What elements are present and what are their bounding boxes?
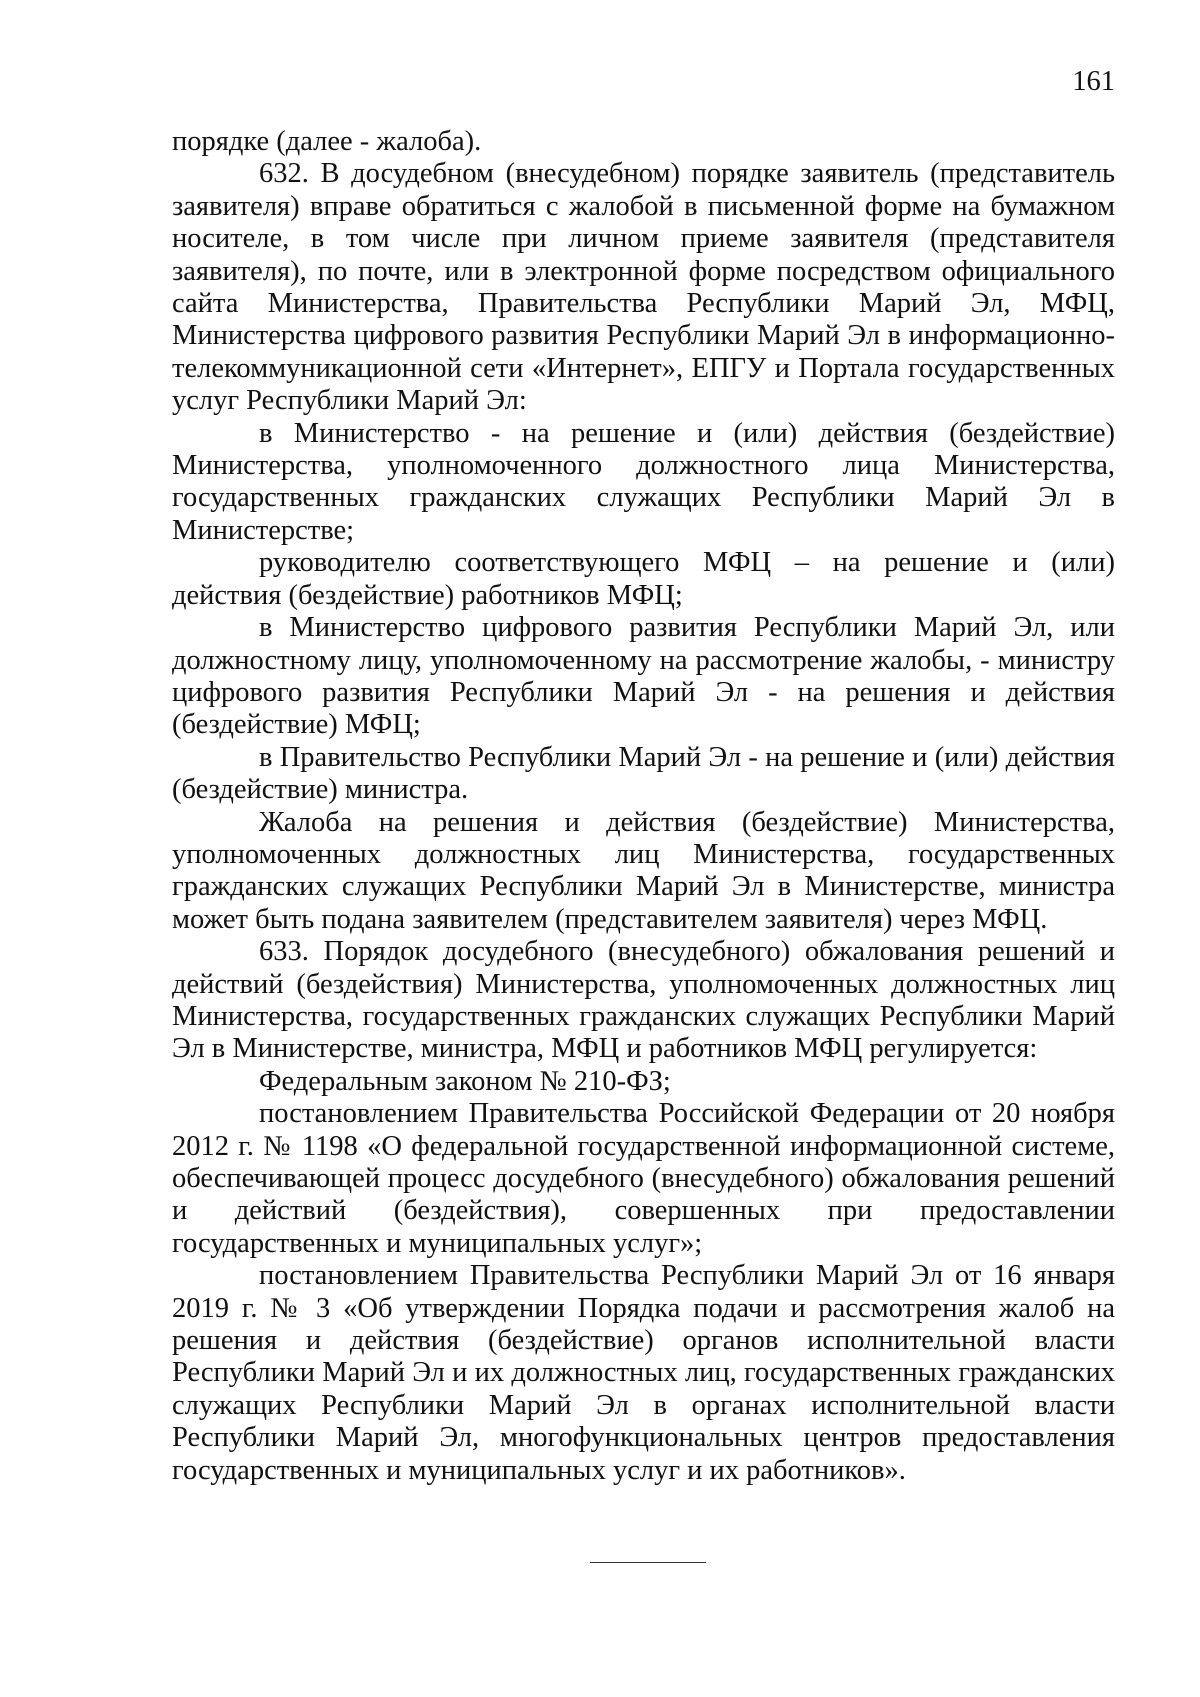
- paragraph-ministry-complaint: в Министерство - на решение и (или) действия (бездействие) Министерства, уполномоченного должностного лица Министерства, государственных гражданских служащих Республики Марий Эл в Министерстве;: [172, 417, 1115, 546]
- paragraph-633: 633. Порядок досудебного (внесудебного) обжалования решений и действий (бездействия) Министерства, уполномоченных должностных лиц Министерства, государственных гражданских служащих Республики Марий Эл в Министерстве, министра, МФЦ и работников МФЦ регулируется:: [172, 936, 1115, 1065]
- page-number: 161: [1072, 66, 1115, 97]
- paragraph-mari-el-government-decree: постановлением Правительства Республики Марий Эл от 16 января 2019 г. № 3 «Об утверждении Порядка подачи и рассмотрения жалоб на решения и действия (бездействие) органов исполнительной власти Республики Марий Эл и их должностных лиц, государственных гражданских служащих Республики Марий Эл в органах исполнительной власти Республики Марий Эл, многофункциональных центров предоставления государственных и муниципальных услуг и их работников».: [172, 1260, 1115, 1486]
- paragraph-complaint-via-mfc: Жалоба на решения и действия (бездействие) Министерства, уполномоченных должностных лиц Министерства, государственных гражданских служащих Республики Марий Эл в Министерстве, министра может быть подана заявителем (представителем заявителя) через МФЦ.: [172, 806, 1115, 935]
- paragraph-government-complaint: в Правительство Республики Марий Эл - на решение и (или) действия (бездействие) министра.: [172, 741, 1115, 806]
- paragraph-rf-government-decree: постановлением Правительства Российской Федерации от 20 ноября 2012 г. № 1198 «О федеральной государственной информационной системе, обеспечивающей процесс досудебного (внесудебного) обжалования решений и действий (бездействия), совершенных при предоставлении государственных и муниципальных услуг»;: [172, 1098, 1115, 1259]
- paragraph-digital-ministry-complaint: в Министерство цифрового развития Республики Марий Эл, или должностному лицу, уполномоченному на рассмотрение жалобы, - министру цифрового развития Республики Марий Эл - на решения и действия (бездействие) МФЦ;: [172, 612, 1115, 741]
- end-divider-line: [590, 1562, 706, 1563]
- document-body: [172, 126, 1115, 1487]
- paragraph-federal-law: Федеральным законом № 210-ФЗ;: [259, 1065, 671, 1097]
- paragraph-mfc-head-complaint: руководителю соответствующего МФЦ – на решение и (или) действия (бездействие) работников МФЦ;: [172, 547, 1115, 611]
- paragraph-632: 632. В досудебном (внесудебном) порядке заявитель (представитель заявителя) вправе обратиться с жалобой в письменной форме на бумажном носителе, в том числе при личном приеме заявителя (представителя заявителя), по почте, или в электронной форме посредством официального сайта Министерства, Правительства Республики Марий Эл, МФЦ, Министерства цифрового развития Республики Марий Эл в информационно-телекоммуникационной сети «Интернет», ЕПГУ и Портала государственных услуг Республики Марий Эл:: [172, 158, 1115, 417]
- paragraph-continuation: порядке (далее - жалоба).: [172, 126, 482, 157]
